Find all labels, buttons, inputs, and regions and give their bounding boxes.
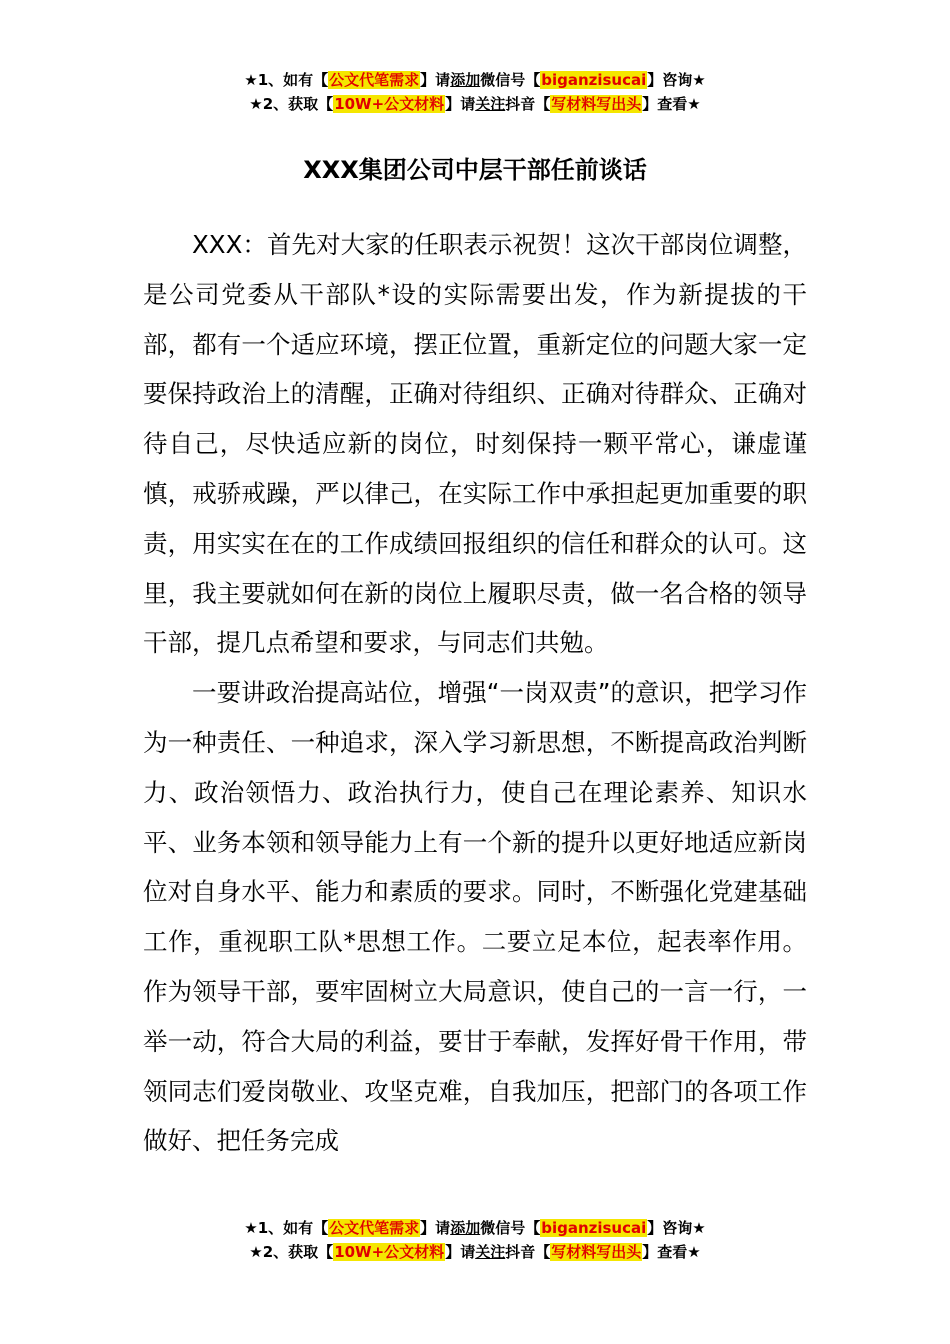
promo-line-1-middle: 】请: [420, 1219, 451, 1237]
promo-highlight-douyin-id: 写材料写出头: [551, 1243, 642, 1261]
promo-highlight-douyin-id: 写材料写出头: [551, 95, 642, 113]
promo-line-1-middle-2: 微信号【: [480, 1219, 541, 1237]
promo-line-2: [0, 1240, 950, 1264]
promo-line-2: [0, 92, 950, 116]
promo-highlight-materials: 10W+公文材料: [334, 1243, 445, 1261]
promo-emphasis-follow: 关注: [475, 1243, 506, 1261]
promo-banner-top: [0, 68, 950, 116]
promo-emphasis-add: 添加: [450, 1219, 481, 1237]
promo-line-2-suffix: 】查看★: [642, 1243, 701, 1261]
promo-line-1-prefix: ★1、如有【: [244, 71, 329, 89]
promo-line-2-prefix: ★2、获取【: [249, 95, 334, 113]
promo-line-1: [0, 68, 950, 92]
promo-line-2-middle: 】请: [445, 1243, 476, 1261]
promo-line-2-prefix: ★2、获取【: [249, 1243, 334, 1261]
body-paragraph-1: XXX：首先对大家的任职表示祝贺！这次干部岗位调整，是公司党委从干部队*设的实际需要出发，作为新提拔的干部，都有一个适应环境，摆正位置，重新定位的问题大家一定要保持政治上的清醒，正确对待组织、正确对待群众、正确对待自己，尽快适应新的岗位，时刻保持一颗平常心，谦虚谨慎，戒骄戒躁，严以律己，在实际工作中承担起更加重要的职责，用实实在在的工作成绩回报组织的信任和群众的认可。这里，我主要就如何在新的岗位上履职尽责，做一名合格的领导干部，提几点希望和要求，与同志们共勉。: [143, 230, 807, 658]
promo-highlight-service: 公文代笔需求: [329, 71, 420, 89]
promo-emphasis-follow: 关注: [475, 95, 506, 113]
promo-line-1-middle-2: 微信号【: [480, 71, 541, 89]
document-title: XXX集团公司中层干部任前谈话: [303, 156, 647, 184]
promo-line-1-suffix: 】咨询★: [647, 1219, 706, 1237]
promo-highlight-wechat-id: biganzisucai: [541, 1219, 647, 1237]
promo-highlight-wechat-id: biganzisucai: [541, 71, 647, 89]
promo-line-2-middle-2: 抖音【: [505, 1243, 551, 1261]
promo-line-2-middle-2: 抖音【: [505, 95, 551, 113]
promo-line-2-middle: 】请: [445, 95, 476, 113]
promo-highlight-materials: 10W+公文材料: [334, 95, 445, 113]
promo-highlight-service: 公文代笔需求: [329, 1219, 420, 1237]
promo-line-1: [0, 1216, 950, 1240]
promo-banner-bottom: [0, 1216, 950, 1264]
document-body: [143, 220, 807, 1166]
promo-line-1-prefix: ★1、如有【: [244, 1219, 329, 1237]
promo-line-2-suffix: 】查看★: [642, 95, 701, 113]
promo-line-1-suffix: 】咨询★: [647, 71, 706, 89]
body-paragraph-2: 一要讲政治提高站位，增强“一岗双责”的意识，把学习作为一种责任、一种追求，深入学习新思想，不断提高政治判断力、政治领悟力、政治执行力，使自己在理论素养、知识水平、业务本领和领导能力上有一个新的提升以更好地适应新岗位对自身水平、能力和素质的要求。同时，不断强化党建基础工作，重视职工队*思想工作。二要立足本位，起表率作用。作为领导干部，要牢固树立大局意识，使自己的一言一行，一举一动，符合大局的利益，要甘于奉献，发挥好骨干作用，带领同志们爱岗敬业、攻坚克难，自我加压，把部门的各项工作做好、把任务完成: [143, 678, 807, 1156]
promo-line-1-middle: 】请: [420, 71, 451, 89]
promo-emphasis-add: 添加: [450, 71, 481, 89]
